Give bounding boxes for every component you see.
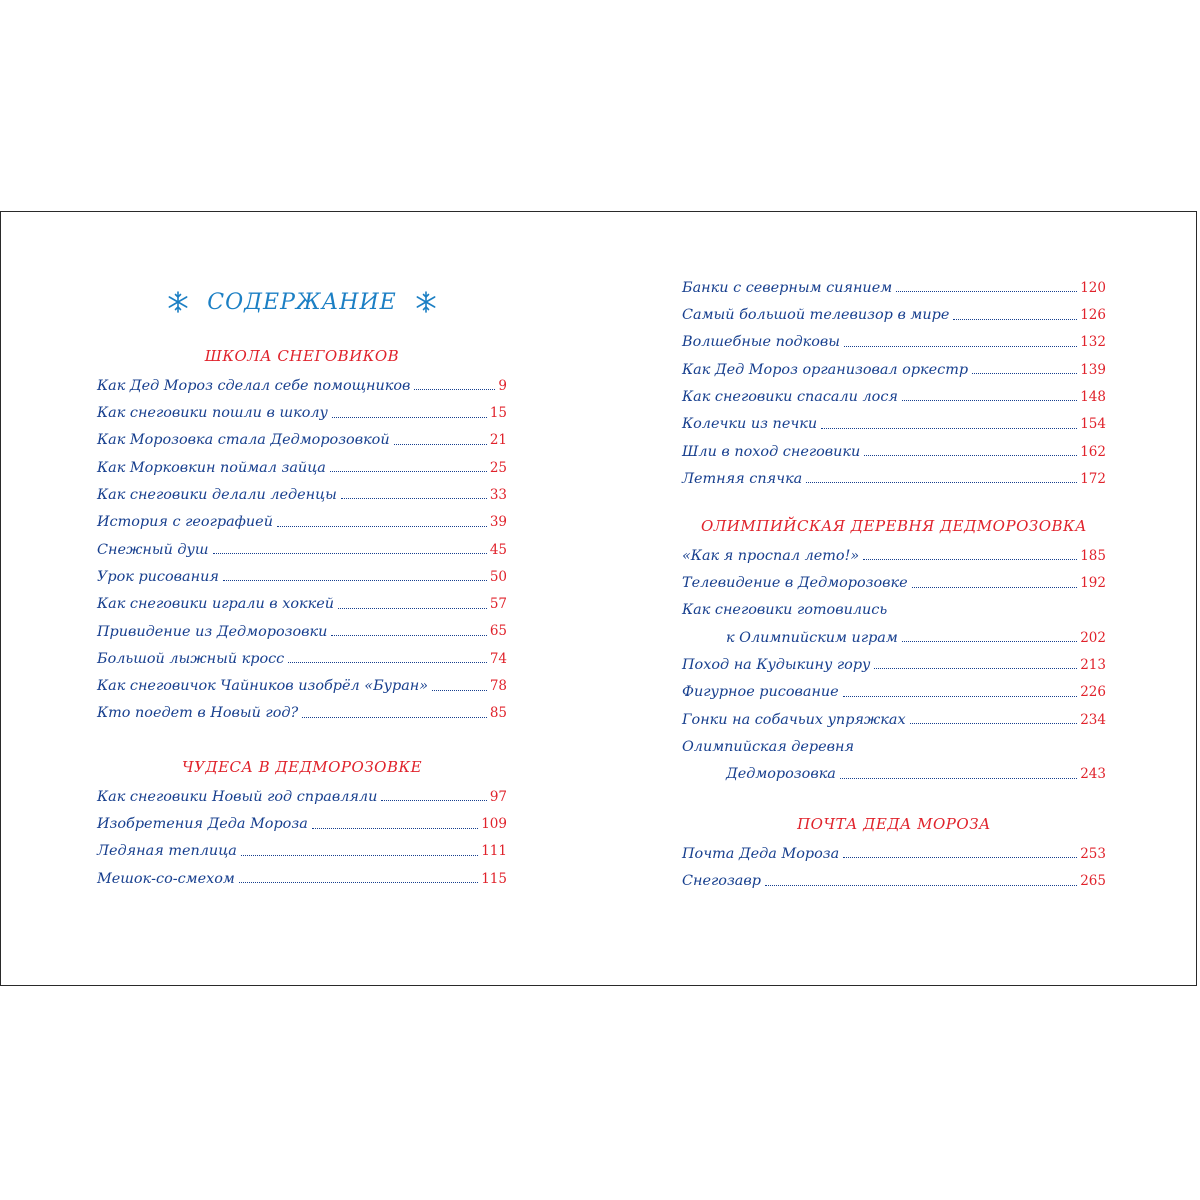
entry-page: 85	[489, 705, 507, 722]
entry-title: Как Морозовка стала Дедморозовкой	[97, 432, 390, 449]
entry-title: Как снеговичок Чайников изобрёл «Буран»	[97, 678, 429, 695]
toc-entry[interactable]	[682, 595, 1106, 622]
entry-page: 162	[1080, 443, 1106, 460]
dot-leader	[910, 723, 1078, 724]
toc-entry[interactable]	[682, 865, 1106, 892]
entry-title: Как Морковкин поймал зайца	[97, 459, 326, 476]
toc-entry[interactable]	[682, 540, 1106, 567]
dot-leader	[840, 778, 1077, 779]
toc-entry[interactable]	[682, 838, 1106, 865]
section-title: ОЛИМПИЙСКАЯ ДЕРЕВНЯ ДЕДМОРОЗОВКА	[700, 517, 1088, 535]
toc-entry[interactable]	[682, 381, 1106, 408]
entry-page: 126	[1080, 307, 1106, 324]
entry-page: 45	[489, 541, 507, 558]
dot-leader	[213, 553, 487, 554]
toc-entry[interactable]	[682, 463, 1106, 490]
entry-title: Шли в поход снеговики	[682, 443, 861, 460]
section-title: ШКОЛА СНЕГОВИКОВ	[204, 347, 400, 365]
entry-title: Как снеговики играли в хоккей	[97, 596, 334, 613]
book-spread	[0, 211, 1197, 986]
toc-entry[interactable]	[97, 670, 507, 697]
entry-title-continuation: к Олимпийским играм	[726, 629, 898, 646]
toc-entry[interactable]	[97, 616, 507, 643]
entry-title: История с географией	[97, 514, 273, 531]
dot-leader	[902, 400, 1077, 401]
toc-entry[interactable]	[97, 534, 507, 561]
entry-title: Летняя спячка	[682, 470, 803, 487]
entry-page: 109	[481, 816, 507, 833]
entry-page: 234	[1080, 711, 1106, 728]
entry-page: 65	[489, 623, 507, 640]
entry-page: 15	[489, 405, 507, 422]
toc-title: СОДЕРЖАНИЕ	[207, 289, 397, 315]
dot-leader	[223, 580, 487, 581]
toc-list	[97, 781, 507, 890]
toc-entry[interactable]	[97, 561, 507, 588]
entry-page: 50	[489, 568, 507, 585]
entry-title: Большой лыжный кросс	[97, 650, 285, 667]
toc-entry[interactable]	[682, 676, 1106, 703]
toc-heading	[97, 284, 507, 320]
entry-page: 33	[489, 486, 507, 503]
entry-page: 265	[1080, 873, 1106, 890]
toc-entry[interactable]	[97, 643, 507, 670]
entry-title: Изобретения Деда Мороза	[97, 816, 308, 833]
toc-entry[interactable]	[682, 649, 1106, 676]
entry-title: Урок рисования	[97, 568, 219, 585]
toc-entry-continuation[interactable]	[682, 758, 1106, 785]
entry-page: 25	[489, 459, 507, 476]
toc-entry-continuation[interactable]	[682, 622, 1106, 649]
entry-title: Фигурное рисование	[682, 684, 839, 701]
dot-leader	[821, 428, 1077, 429]
entry-page: 9	[498, 377, 507, 394]
dot-leader	[843, 696, 1078, 697]
entry-page: 120	[1080, 279, 1106, 296]
toc-entry[interactable]	[682, 731, 1106, 758]
toc-entry[interactable]	[97, 397, 507, 424]
toc-list	[682, 838, 1106, 893]
dot-leader	[953, 319, 1077, 320]
entry-title: Как Дед Мороз сделал себе помощников	[97, 377, 411, 394]
entry-page: 253	[1080, 845, 1106, 862]
dot-leader	[806, 482, 1077, 483]
entry-page: 202	[1080, 629, 1106, 646]
entry-page: 57	[489, 596, 507, 613]
toc-entry[interactable]	[682, 704, 1106, 731]
dot-leader	[338, 608, 487, 609]
toc-entry[interactable]	[97, 698, 507, 725]
toc-entry[interactable]	[682, 354, 1106, 381]
entry-title: Как снеговики Новый год справляли	[97, 788, 378, 805]
entry-title: Почта Деда Мороза	[682, 845, 840, 862]
toc-entry[interactable]	[682, 327, 1106, 354]
entry-title: Как Дед Мороз организовал оркестр	[682, 361, 969, 378]
dot-leader	[912, 587, 1078, 588]
entry-page: 192	[1080, 575, 1106, 592]
dot-leader	[844, 346, 1077, 347]
dot-leader	[288, 662, 487, 663]
dot-leader	[432, 690, 487, 691]
entry-title: Волшебные подковы	[682, 334, 841, 351]
dot-leader	[330, 471, 487, 472]
section-chudesa	[97, 753, 507, 890]
dot-leader	[902, 641, 1077, 642]
dot-leader	[863, 559, 1077, 560]
entry-title: Как снеговики пошли в школу	[97, 405, 328, 422]
entry-title: Банки с северным сиянием	[682, 279, 893, 296]
entry-page: 226	[1080, 684, 1106, 701]
dot-leader	[864, 455, 1077, 456]
entry-page: 39	[489, 514, 507, 531]
toc-entry[interactable]	[97, 452, 507, 479]
snowflake-icon	[167, 291, 189, 313]
toc-entry[interactable]	[682, 436, 1106, 463]
toc-entry[interactable]	[97, 781, 507, 808]
toc-entry[interactable]	[682, 408, 1106, 435]
toc-list	[682, 540, 1106, 786]
entry-title: Телевидение в Дедморозовке	[682, 575, 908, 592]
entry-page: 139	[1080, 361, 1106, 378]
entry-page: 111	[481, 843, 507, 860]
entry-title: Снегозавр	[682, 873, 761, 890]
toc-entry[interactable]	[97, 836, 507, 863]
toc-entry[interactable]	[682, 272, 1106, 299]
toc-entry[interactable]	[97, 370, 507, 397]
entry-page: 115	[481, 870, 507, 887]
entry-title: Кто поедет в Новый год?	[97, 705, 299, 722]
section-pochta	[682, 810, 1106, 893]
dot-leader	[394, 444, 487, 445]
dot-leader	[381, 800, 486, 801]
dot-leader	[341, 498, 487, 499]
toc-entry[interactable]	[97, 425, 507, 452]
dot-leader	[414, 389, 495, 390]
entry-page: 148	[1080, 388, 1106, 405]
section-continued	[682, 272, 1106, 490]
section-olympic	[682, 512, 1106, 786]
snowflake-icon	[415, 291, 437, 313]
dot-leader	[972, 373, 1077, 374]
toc-entry[interactable]	[97, 506, 507, 533]
toc-entry[interactable]	[97, 808, 507, 835]
toc-entry[interactable]	[97, 588, 507, 615]
toc-list	[682, 272, 1106, 490]
entry-page: 172	[1080, 470, 1106, 487]
entry-title: Привидение из Дедморозовки	[97, 623, 328, 640]
dot-leader	[843, 857, 1077, 858]
entry-title: Как снеговики спасали лося	[682, 389, 898, 406]
dot-leader	[277, 526, 487, 527]
section-shkola	[97, 342, 507, 725]
toc-entry[interactable]	[682, 567, 1106, 594]
entry-page: 97	[489, 788, 507, 805]
toc-entry[interactable]	[97, 863, 507, 890]
entry-page: 154	[1080, 416, 1106, 433]
entry-page: 21	[489, 432, 507, 449]
entry-title: Как снеговики готовились	[682, 602, 888, 619]
entry-title: Колечки из печки	[682, 416, 818, 433]
toc-list	[97, 370, 507, 725]
dot-leader	[239, 882, 478, 883]
entry-page: 74	[489, 650, 507, 667]
entry-title: «Как я проспал лето!»	[682, 547, 860, 564]
entry-title: Снежный душ	[97, 541, 209, 558]
entry-title-continuation: Дедморозовка	[726, 766, 836, 783]
entry-title: Гонки на собачьих упряжках	[682, 711, 906, 728]
toc-entry[interactable]	[682, 299, 1106, 326]
entry-title: Как снеговики делали леденцы	[97, 487, 337, 504]
dot-leader	[332, 417, 487, 418]
dot-leader	[874, 668, 1077, 669]
entry-page: 132	[1080, 334, 1106, 351]
dot-leader	[312, 828, 478, 829]
dot-leader	[331, 635, 486, 636]
entry-page: 185	[1080, 547, 1106, 564]
entry-title: Самый большой телевизор в мире	[682, 307, 950, 324]
dot-leader	[241, 855, 478, 856]
entry-page: 78	[489, 678, 507, 695]
entry-title: Поход на Кудыкину гору	[682, 657, 871, 674]
dot-leader	[765, 885, 1077, 886]
toc-entry[interactable]	[97, 479, 507, 506]
section-title: ЧУДЕСА В ДЕДМОРОЗОВКЕ	[181, 758, 423, 776]
entry-page: 243	[1080, 766, 1106, 783]
entry-title: Олимпийская деревня	[682, 738, 855, 755]
dot-leader	[302, 717, 487, 718]
dot-leader	[896, 291, 1077, 292]
entry-page: 213	[1080, 656, 1106, 673]
entry-title: Мешок-со-смехом	[97, 870, 235, 887]
section-title: ПОЧТА ДЕДА МОРОЗА	[797, 815, 991, 833]
entry-title: Ледяная теплица	[97, 843, 237, 860]
